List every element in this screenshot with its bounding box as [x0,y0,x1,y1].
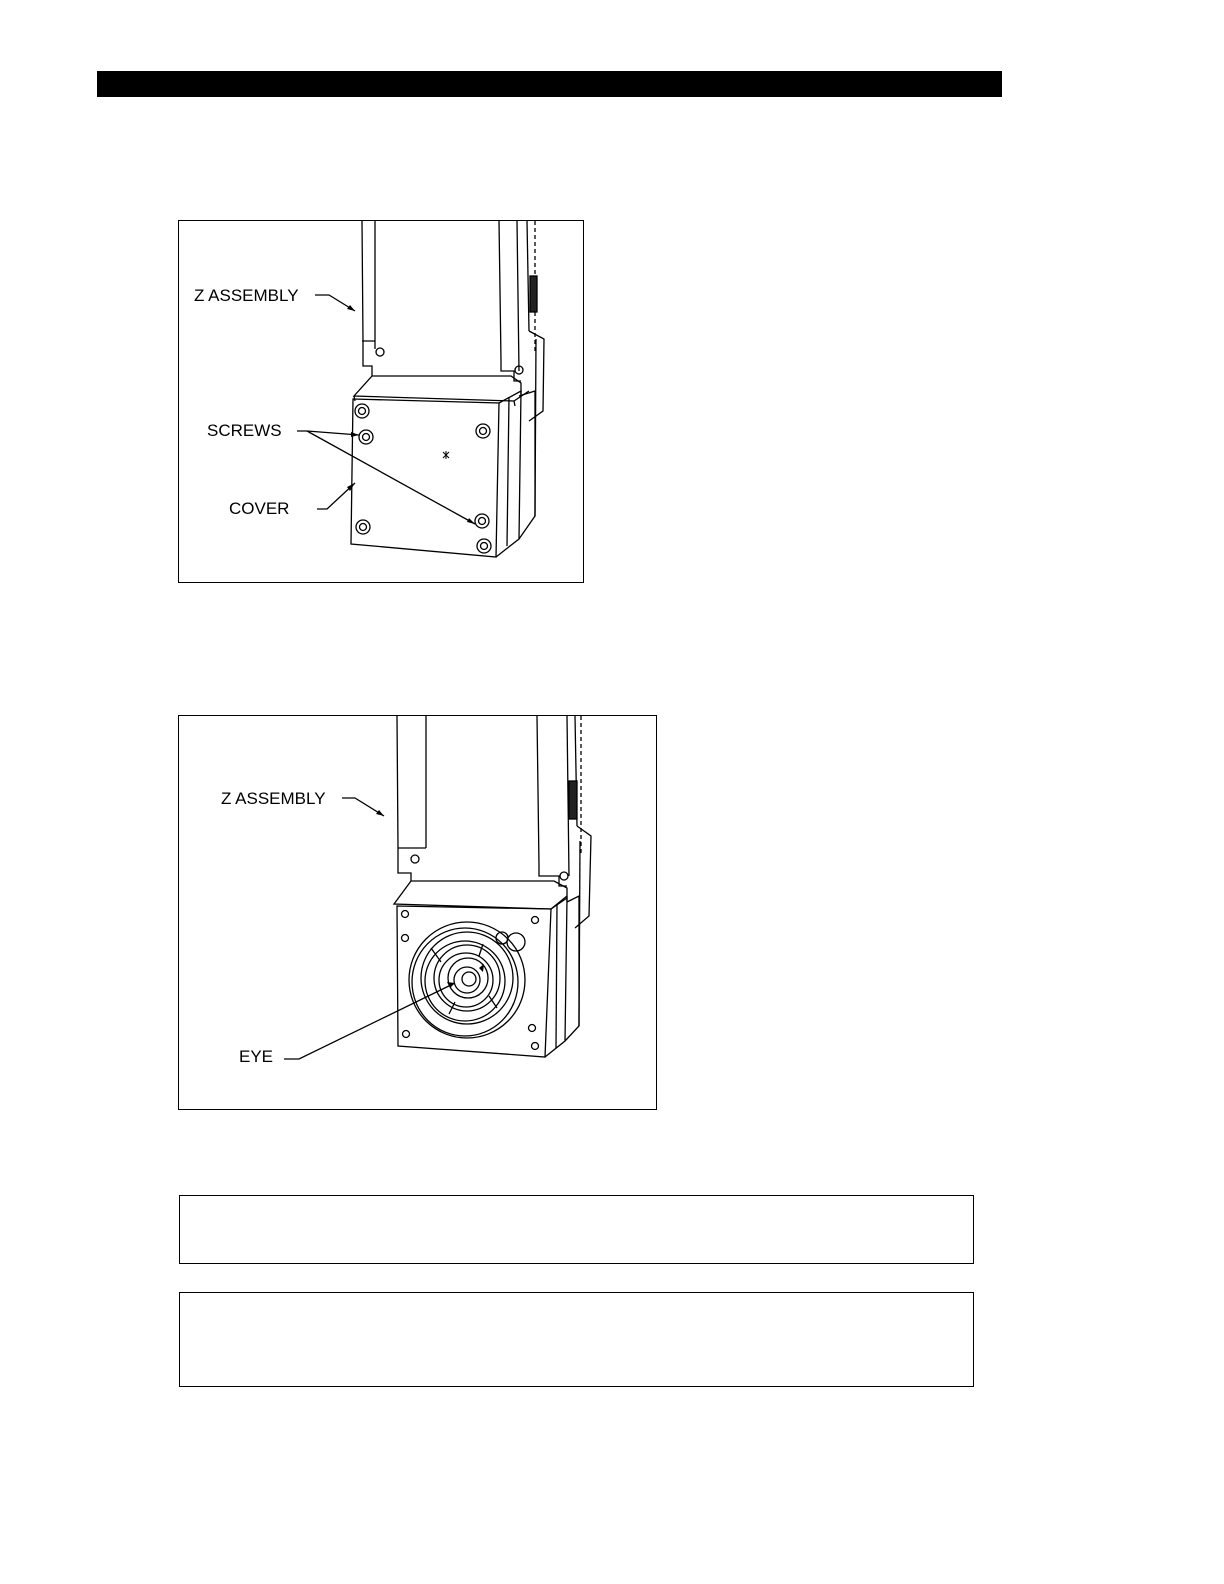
z-assembly-label: Z ASSEMBLY [194,286,299,305]
z-assembly-cover-drawing [179,221,583,582]
note-box-1 [179,1195,974,1264]
header-bar [97,71,1002,97]
z-assembly-eye-drawing [179,716,656,1109]
cover-label: COVER [229,499,290,518]
figure-z-assembly-eye [178,715,657,1110]
z-assembly-label: Z ASSEMBLY [221,789,326,808]
figure-z-assembly-cover [178,220,584,583]
screws-label: SCREWS [207,421,282,440]
note-box-2 [179,1292,974,1387]
eye-label: EYE [239,1047,274,1066]
